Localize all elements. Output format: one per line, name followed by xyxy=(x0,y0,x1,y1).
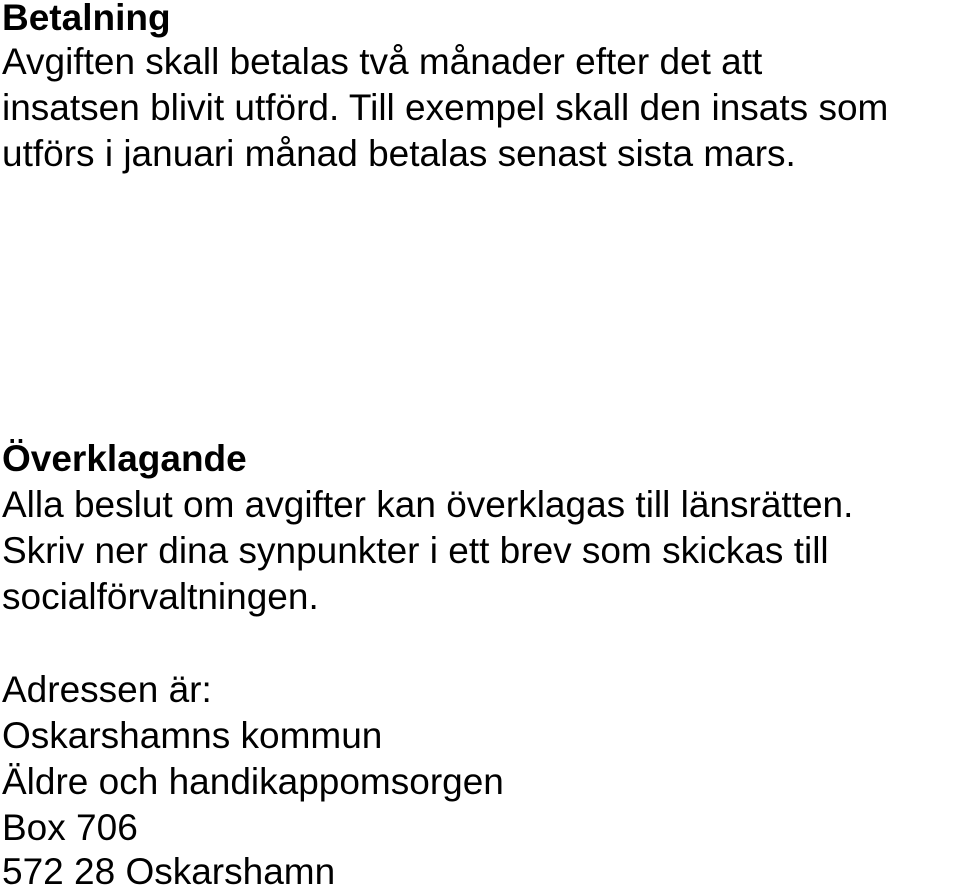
payment-text-line-1: Avgiften skall betalas två månader efter det att xyxy=(2,41,763,82)
appeal-text-line-1: Alla beslut om avgifter kan överklagas till länsrätten. xyxy=(2,484,854,525)
appeal-text-line-3: socialförvaltningen. xyxy=(2,576,319,617)
appeal-text-line-2: Skriv ner dina synpunkter i ett brev som skickas till xyxy=(2,530,829,571)
address-line-3: Box 706 xyxy=(2,807,138,848)
address-line-2: Äldre och handikappomsorgen xyxy=(2,761,504,802)
payment-text-line-2: insatsen blivit utförd. Till exempel skall den insats som xyxy=(2,87,889,128)
payment-text-line-3: utförs i januari månad betalas senast sista mars. xyxy=(2,133,796,174)
appeal-heading: Överklagande xyxy=(2,438,247,479)
address-line-4: 572 28 Oskarshamn xyxy=(2,851,336,892)
address-line-1: Oskarshamns kommun xyxy=(2,715,383,756)
address-intro: Adressen är: xyxy=(2,669,212,710)
payment-heading: Betalning xyxy=(2,0,171,38)
